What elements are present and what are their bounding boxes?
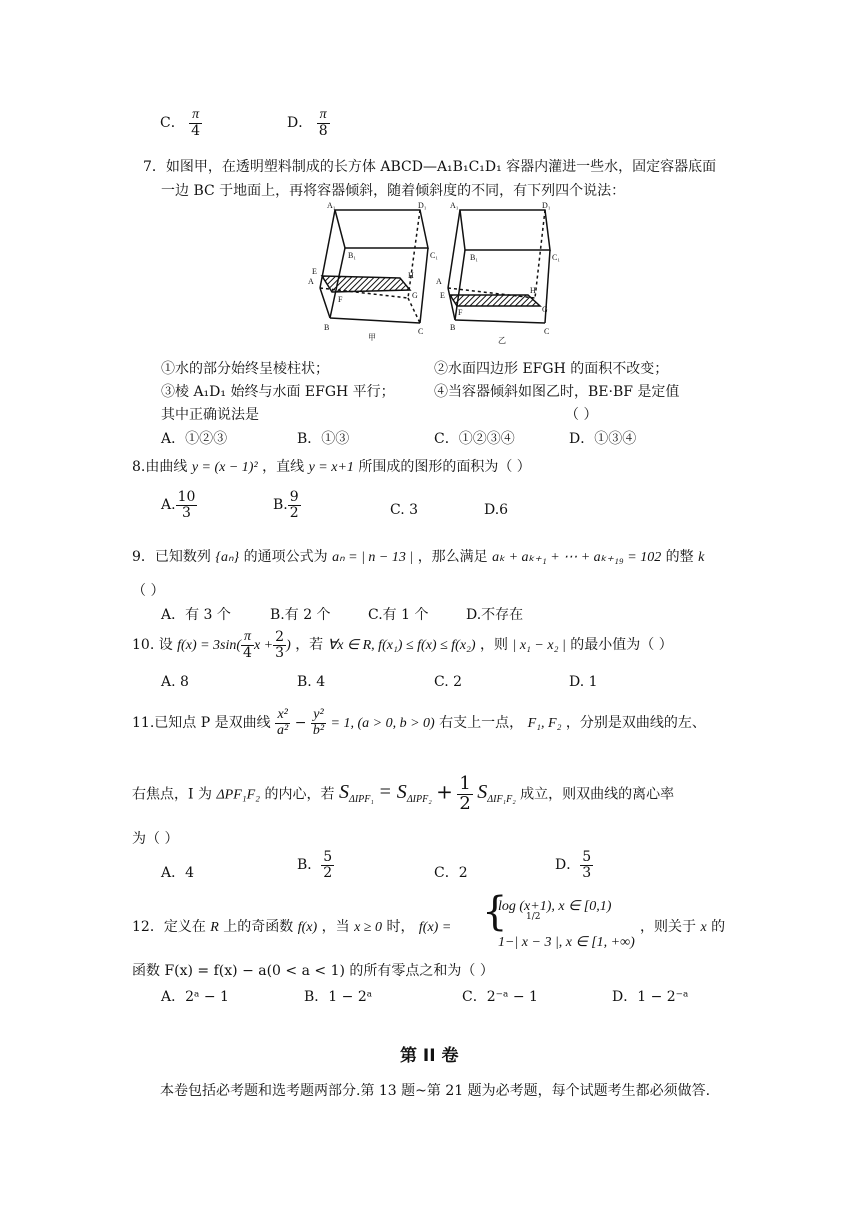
label: E (312, 267, 317, 276)
label: F (338, 295, 343, 304)
q10-option-c: C. 2 (434, 674, 463, 690)
q7-option-a: A．①②③ (161, 431, 228, 447)
option-label: A. (161, 497, 176, 514)
option-label: B． (297, 857, 322, 874)
text: 的内心，若 (264, 786, 335, 803)
fraction: $\frac{10}{3}$ (177, 489, 196, 521)
text: 右支上一点， (439, 715, 524, 732)
option-label: B. (273, 497, 288, 514)
label: D₁ (418, 201, 427, 210)
fraction: $\frac{9}{2}$ (289, 489, 299, 521)
label: D₁ (542, 201, 551, 210)
text: ，若 (295, 637, 324, 654)
math: x + (253, 638, 274, 654)
q8-line (132, 456, 531, 476)
q12-option-d: D．1 − 2⁻ᵃ (612, 989, 689, 1005)
q7-option-d: D．①③④ (569, 431, 637, 447)
q7-option-b: B．①③ (297, 431, 350, 447)
q7-option-c: C．①②③④ (434, 431, 515, 447)
label: A (308, 277, 314, 286)
q12-case1 (498, 898, 612, 922)
text: 所围成的图形的面积为（ ） (358, 459, 531, 475)
q12-option-c: C．2⁻ᵃ − 1 (462, 989, 538, 1005)
q12-line1-tail (640, 916, 725, 936)
fraction: $\frac{\pi}{4}$ (191, 107, 201, 139)
fraction: $\frac{2}{3}$ (275, 629, 285, 661)
math: ΔIF₁F₂ (487, 794, 516, 806)
q7-statement-1: ①水的部分始终呈棱柱状； (161, 361, 329, 377)
q7-statement-2: ②水面四边形 EFGH 的面积不改变； (434, 361, 669, 377)
text: 成立，则双曲线的离心率 (520, 786, 675, 803)
q8-option-c: C. 3 (390, 502, 419, 518)
label: B₁ (470, 253, 479, 262)
figure-caption-right: 乙 (498, 336, 506, 345)
fraction: $\frac{\text{x²}}{\text{a²}}$ (277, 707, 289, 738)
label: B (450, 323, 456, 332)
fraction: $\frac{\text{y²}}{\text{b²}}$ (312, 707, 325, 738)
fraction: $\frac{5}{3}$ (582, 849, 592, 881)
math: + (436, 779, 453, 804)
q7-paren: （ ） (565, 407, 598, 423)
math: S (338, 781, 349, 804)
text: ，则 (480, 637, 509, 654)
math: S (477, 781, 488, 804)
q12-option-a: A．2ᵃ − 1 (161, 989, 229, 1005)
label: A (436, 277, 442, 286)
log-base: 1/2 (526, 912, 541, 922)
fraction: $\frac{\pi}{4}$ (243, 629, 252, 661)
fraction: $\frac{\pi}{8}$ (318, 107, 328, 139)
q7-line1: 7．如图甲，在透明塑料制成的长方体 ABCD—A₁B₁C₁D₁ 容器内灌进一些水，固定容器底面 (143, 159, 717, 175)
text: 8.由曲线 (132, 459, 188, 475)
q7-figures (300, 198, 580, 348)
text: ，当 (321, 919, 350, 935)
math: {aₙ} (215, 550, 240, 565)
q11-option-b (297, 850, 334, 880)
q9-paren: （ ） (132, 583, 165, 599)
section-title: 第 II 卷 (400, 1046, 459, 1066)
q11-line1: 11.已知点 P 是双曲线 $\frac{\text{x²}}{\text{a²}}$ − $\frac{\text{y²}}{\text{b²}}$ = 1, (a > 0, b > 0) 右支上一点， F₁, F₂ ，分别是双曲线的左、 (132, 707, 706, 738)
q9-option-c: C.有 1 个 (368, 607, 429, 623)
q11-line2 (132, 775, 674, 814)
q8-option-a (161, 490, 197, 520)
math: ΔIPF₂ (406, 794, 432, 806)
math: k (698, 550, 705, 565)
label: C₁ (430, 251, 439, 260)
q10-option-d: D. 1 (569, 674, 598, 690)
text: 的最小值为（ ） (570, 637, 673, 654)
label: E (440, 291, 445, 300)
text: 时， (386, 919, 415, 935)
text: 9．已知数列 (132, 549, 211, 565)
math: R (210, 920, 219, 935)
math: f(x) (297, 920, 318, 935)
math: x ≥ 0 (354, 920, 382, 935)
option-label: D． (287, 115, 313, 132)
label: H (408, 271, 414, 280)
figure-right (448, 210, 550, 323)
math: f(x) = (418, 920, 452, 935)
q11-line3: 为（ ） (132, 831, 179, 847)
math: x (700, 920, 707, 935)
q10-line (132, 630, 673, 660)
q11-option-c: C．2 (434, 865, 468, 881)
q11-option-a: A．4 (161, 865, 195, 881)
math: F₁, F₂ (527, 716, 562, 732)
math: ΔPF₁F₂ (216, 787, 261, 803)
label: F (458, 308, 463, 317)
math: ∀x ∈ R, f(x₁) ≤ f(x) ≤ f(x₂) (327, 638, 476, 654)
text: 上的奇函数 (223, 919, 294, 935)
piecewise-brace: { (482, 889, 508, 935)
text: 的整 (665, 549, 694, 565)
label: C₁ (552, 253, 561, 262)
math: aₙ = | n − 13 | (332, 550, 414, 565)
text: ，直线 (262, 459, 305, 475)
q11-option-d (555, 850, 593, 880)
math: = S (378, 781, 407, 804)
math: ΔIPF₁ (348, 794, 374, 806)
q8-option-b (273, 490, 301, 520)
text: 的 (711, 919, 726, 935)
figure-left (320, 210, 428, 323)
q12-case2 (498, 934, 635, 951)
label: B₁ (348, 251, 357, 260)
q9-line1 (132, 546, 704, 566)
option-label: C． (160, 115, 185, 132)
q7-statement-3: ③棱 A₁D₁ 始终与水面 EFGH 平行； (161, 384, 395, 400)
math: f(x) = 3sin( (177, 638, 242, 654)
label: H (530, 286, 536, 295)
text: ，那么满足 (417, 549, 488, 565)
math: y = (x − 1)² (191, 460, 258, 475)
q8-option-d: D.6 (484, 502, 509, 518)
option-c-top (160, 108, 202, 138)
q7-statement-4: ④当容器倾斜如图乙时，BE·BF 是定值 (434, 384, 680, 400)
text: ，则关于 (640, 919, 696, 935)
q9-option-b: B.有 2 个 (270, 607, 331, 623)
q7-prompt: 其中正确说法是 (161, 407, 259, 423)
q7-line2: 一边 BC 于地面上，再将容器倾斜，随着倾斜度的不同，有下列四个说法： (161, 183, 626, 199)
q12-option-b: B．1 − 2ᵃ (304, 989, 373, 1005)
label: B (324, 323, 330, 332)
text: 11.已知点 P 是双曲线 (132, 715, 271, 732)
fraction: $\frac{1}{2}$ (459, 773, 471, 814)
option-d-top (287, 108, 330, 138)
label: G (412, 291, 418, 300)
math: 1−| x − 3 |, x ∈ [1, +∞) (498, 935, 635, 950)
text: 的通项公式为 (243, 549, 328, 565)
q9-option-a: A．有 3 个 (161, 607, 231, 623)
text: 右焦点，I 为 (132, 786, 212, 803)
label: A₁ (327, 201, 336, 210)
math: y = x+1 (308, 460, 354, 475)
label: A₁ (450, 201, 459, 210)
math: = 1, (a > 0, b > 0) (330, 716, 435, 732)
math: aₖ + aₖ₊₁ + ⋯ + aₖ₊₁₉ = 102 (492, 550, 662, 565)
fraction: $\frac{5}{2}$ (323, 849, 333, 881)
text: 12．定义在 (132, 919, 206, 935)
text: ，分别是双曲线的左、 (565, 715, 706, 732)
label: G (542, 305, 548, 314)
q12-line2: 函数 F(x) = f(x) − a(0 < a < 1) 的所有零点之和为（ ） (132, 963, 494, 979)
q10-option-a: A. 8 (161, 674, 189, 690)
text: 10. 设 (132, 637, 173, 654)
figure-caption-left: 甲 (368, 333, 376, 342)
math: | x₁ − x₂ | (512, 638, 566, 654)
q10-option-b: B. 4 (297, 674, 326, 690)
math: ) (286, 638, 291, 654)
option-label: D． (555, 857, 581, 874)
section-description: 本卷包括必考题和选考题两部分.第 13 题~第 21 题为必考题，每个试题考生都必须做答. (160, 1083, 711, 1099)
math: log (x+1), x ∈ [0,1) (498, 899, 612, 914)
q9-option-d: D.不存在 (466, 607, 524, 623)
label: C (418, 327, 424, 336)
q12-line1 (132, 916, 451, 936)
label: C (544, 327, 550, 336)
